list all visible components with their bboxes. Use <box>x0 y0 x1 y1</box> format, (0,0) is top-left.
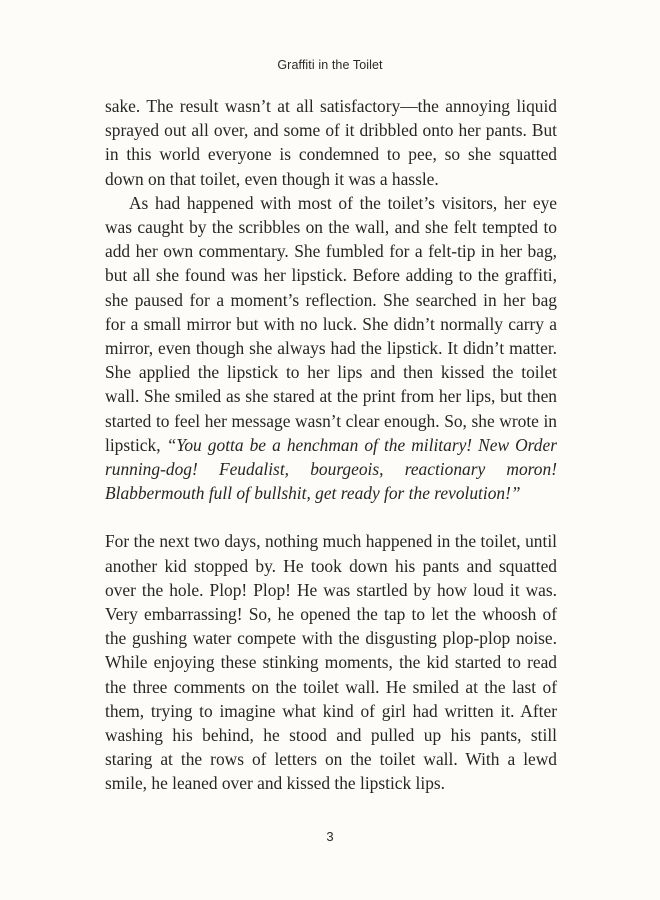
paragraph-3: For the next two days, nothing much happened in the toilet, until another kid stopped by. He took down his pants and squatted over the hole. Plop! Plop! He was startled by how loud it was. Very embarrassing! So, he opened the tap to let the whoosh of the gushing water compete with the disgusting plop-plop noise. While enjoying these stinking moments, the kid started to read the three comments on the toilet wall. He smiled at the last of them, trying to imagine what kind of girl had written it. After washing his behind, he stood and pulled up his pants, still staring at the rows of letters on the toilet wall. With a lewd smile, he leaned over and kissed the lipstick lips. <box>105 531 557 794</box>
body-text <box>105 94 557 796</box>
paragraph-1: sake. The result wasn’t at all satisfactory—the annoying liquid sprayed out all over, and some of it dribbled onto her pants. But in this world everyone is condemned to pee, so she squatted down on that toilet, even though it was a hassle. <box>105 96 557 189</box>
page-number: 3 <box>326 829 334 844</box>
lipstick-quote: “You gotta be a henchman of the military! New Order running-dog! Feudalist, bourgeois, reactionary moron! Blabbermouth full of bullshit, get ready for the revolution!” <box>105 434 557 504</box>
paragraph-2 <box>105 191 557 506</box>
running-head: Graffiti in the Toilet <box>277 58 383 72</box>
paragraph-2-text: As had happened with most of the toilet’s visitors, her eye was caught by the scribbles on the wall, and she felt tempted to add her own commentary. She fumbled for a felt-tip in her bag, but all she found was her lipstick. Before adding to the graffiti, she paused for a moment’s reflection. She searched in her bag for a small mirror but with no luck. She didn’t normally carry a mirror, even though she always had the lipstick. It didn’t matter. She applied the lipstick to her lips and then kissed the toilet wall. She smiled as she stared at the print from her lips, but then started to feel her message wasn’t clear enough. So, she wrote in lipstick, <box>105 192 557 455</box>
